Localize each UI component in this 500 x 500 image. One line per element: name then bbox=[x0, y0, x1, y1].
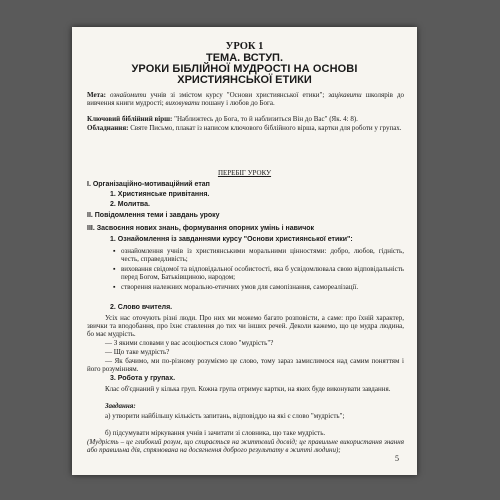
course-task-bullet: ▪ виховання свідомої та відповідальної особистості, яка б усвідомлювала свою відповідальність перед Богом, Батьківщиною, народом; bbox=[121, 265, 404, 281]
equipment bbox=[87, 124, 404, 132]
section-2-heading: II. Повідомлення теми і завдань уроку bbox=[87, 212, 220, 219]
page-number: 5 bbox=[395, 454, 399, 463]
section-3-item-2: 2. Слово вчителя. bbox=[110, 304, 173, 311]
section-3-item-3: 3. Робота у групах. bbox=[110, 375, 176, 382]
document-page bbox=[72, 27, 417, 475]
goal-label: Мета: bbox=[87, 91, 106, 99]
goal-verb-2: зацікавити bbox=[328, 91, 362, 99]
goal-text-3: пошану і любов до Бога. bbox=[199, 99, 275, 107]
section-3-item-1: 1. Ознайомлення із завданнями курсу "Основи християнської етики": bbox=[110, 236, 353, 243]
lesson-goal bbox=[87, 91, 404, 107]
section-1-heading: I. Організаційно-мотиваційний етап bbox=[87, 181, 210, 188]
teacher-paragraph: Усіх нас оточують різні люди. Про них ми можемо багато розповісти, а саме: про їхній характер, звички та вподобання, про їхнє ставлення до тих чи інших речей. Деколи кажемо, що це мудра людина, бо має мудрість. bbox=[87, 314, 404, 339]
equipment-text: Святе Письмо, плакат із написом ключового біблійного вірша, картки для роботи у групах. bbox=[128, 124, 402, 132]
group-work-paragraph: Клас об'єднаний у кілька груп. Кожна група отримує картки, на яких буде виконувати завдання. bbox=[105, 385, 391, 393]
section-1-item-1: 1. Християнське привітання. bbox=[110, 191, 210, 198]
theme-title: ТЕМА. ВСТУП. bbox=[206, 52, 283, 64]
goal-text-2: школярів до вивчення книги мудрості; bbox=[87, 91, 405, 107]
task-b: б) підсумувати міркування учнів і зачитати зі словника, що таке мудрість. bbox=[105, 429, 326, 437]
goal-verb-1: ознайомити bbox=[109, 91, 147, 99]
key-verse bbox=[87, 115, 404, 123]
teacher-paragraph: — Як бачимо, ми по-різному розуміємо це слово, тому зараз замислимося над самим поняттям і його розумінням. bbox=[87, 357, 404, 374]
section-1-item-2: 2. Молитва. bbox=[110, 201, 150, 208]
lesson-label: УРОК 1 bbox=[225, 41, 264, 52]
course-task-bullet: ▪ створення належних морально-етичних умов для самопізнання, самореалізації. bbox=[121, 283, 404, 291]
verse-text: "Наближтесь до Бога, то й наблизиться Він до Вас" (Як. 4: 8). bbox=[172, 115, 358, 123]
lesson-plan-title: ПЕРЕБІГ УРОКУ bbox=[217, 169, 272, 177]
teacher-question: — З якими словами у вас асоціюється слово "мудрість"? bbox=[105, 339, 274, 347]
verse-label: Ключовий біблійний вірш: bbox=[87, 115, 173, 123]
course-task-bullet: ▪ ознайомлення учнів із християнськими моральними цінностями: добро, любов, гідність, честь, справедливість; bbox=[121, 247, 404, 263]
tasks-label: Завдання: bbox=[105, 402, 136, 410]
lesson-title-line1: УРОКИ БІБЛІЙНОЇ МУДРОСТІ НА ОСНОВІ bbox=[131, 63, 358, 75]
task-a: а) утворити найбільшу кількість запитань, відповіддю на які є слово "мудрість"; bbox=[105, 412, 345, 420]
goal-text-1: учнів зі змістом курсу "Основи християнської етики"; bbox=[146, 91, 329, 99]
equipment-label: Обладнання: bbox=[87, 124, 129, 132]
goal-verb-3: виховувати bbox=[165, 99, 200, 107]
lesson-title-line2: ХРИСТИЯНСЬКОЇ ЕТИКИ bbox=[177, 74, 312, 86]
section-3-heading: III. Засвоєння нових знань, формування опорних умінь і навичок bbox=[87, 225, 315, 232]
wisdom-definition: (Мудрість – це глибокий розум, що спирається на життєвий досвід; це правильне використання знання або правильна дія, спрямована на досягнення доброго результату в житті людини); bbox=[87, 438, 404, 455]
teacher-question: — Що таке мудрість? bbox=[105, 348, 170, 356]
